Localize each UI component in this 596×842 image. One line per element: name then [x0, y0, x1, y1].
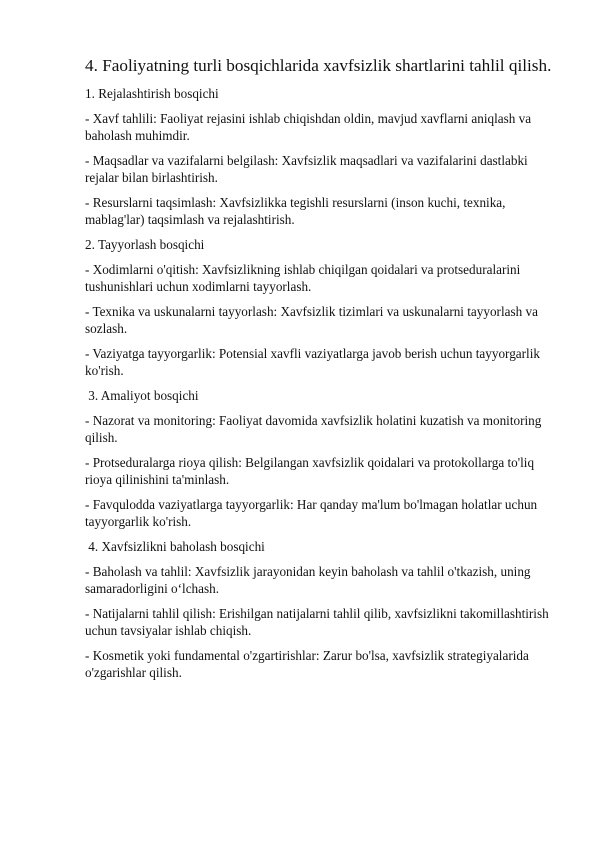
- list-item: - Baholash va tahlil: Xavfsizlik jarayonidan keyin baholash va tahlil o'tkazish, uning samaradorligini o‘lchash.: [85, 564, 531, 596]
- list-item: - Protseduralarga rioya qilish: Belgilangan xavfsizlik qoidalari va protokollarga to'liq rioya qilinishini ta'minlash.: [85, 455, 535, 487]
- section-preparation: [85, 236, 555, 379]
- list-item: - Vaziyatga tayyorgarlik: Potensial xavfli vaziyatlarga javob berish uchun tayyorgarlik ko'rish.: [85, 346, 540, 378]
- list-item: - Xodimlarni o'qitish: Xavfsizlikning ishlab chiqilgan qoidalari va protseduralarini tushunishlari uchun xodimlarni tayyorlash.: [85, 262, 521, 294]
- list-item: - Texnika va uskunalarni tayyorlash: Xavfsizlik tizimlari va uskunalarni tayyorlash va sozlash.: [85, 304, 538, 336]
- section-practice: [85, 387, 555, 530]
- list-item: - Favqulodda vaziyatlarga tayyorgarlik: Har qanday ma'lum bo'lmagan holatlar uchun tayyorgarlik ko'rish.: [85, 497, 538, 529]
- section-title: 1. Rejalashtirish bosqichi: [85, 86, 219, 101]
- list-item: - Kosmetik yoki fundamental o'zgartirishlar: Zarur bo'lsa, xavfsizlik strategiyalarida o'zgarishlar qilish.: [85, 648, 529, 680]
- list-item: - Xavf tahlili: Faoliyat rejasini ishlab chiqishdan oldin, mavjud xavflarni aniqlash va baholash muhimdir.: [85, 111, 532, 143]
- list-item: - Resurslarni taqsimlash: Xavfsizlikka tegishli resurslarni (inson kuchi, texnika, mablag'lar) taqsimlash va rejalashtirish.: [85, 195, 506, 227]
- section-title: 2. Tayyorlash bosqichi: [85, 237, 205, 252]
- section-evaluation: [85, 538, 555, 681]
- list-item: - Nazorat va monitoring: Faoliyat davomida xavfsizlik holatini kuzatish va monitoring qilish.: [85, 413, 542, 445]
- list-item: - Maqsadlar va vazifalarni belgilash: Xavfsizlik maqsadlari va vazifalarini dastlabki rejalar bilan birlashtirish.: [85, 153, 528, 185]
- page-heading: 4. Faoliyatning turli bosqichlarida xavfsizlik shartlarini tahlil qilish.: [85, 56, 552, 75]
- section-title: 3. Amaliyot bosqichi: [85, 388, 199, 403]
- section-title: 4. Xavfsizlikni baholash bosqichi: [85, 539, 265, 554]
- list-item: - Natijalarni tahlil qilish: Erishilgan natijalarni tahlil qilib, xavfsizlikni takomillashtirish uchun tavsiyalar ishlab chiqish.: [85, 606, 549, 638]
- section-planning: [85, 85, 555, 228]
- document-page: [85, 55, 555, 689]
